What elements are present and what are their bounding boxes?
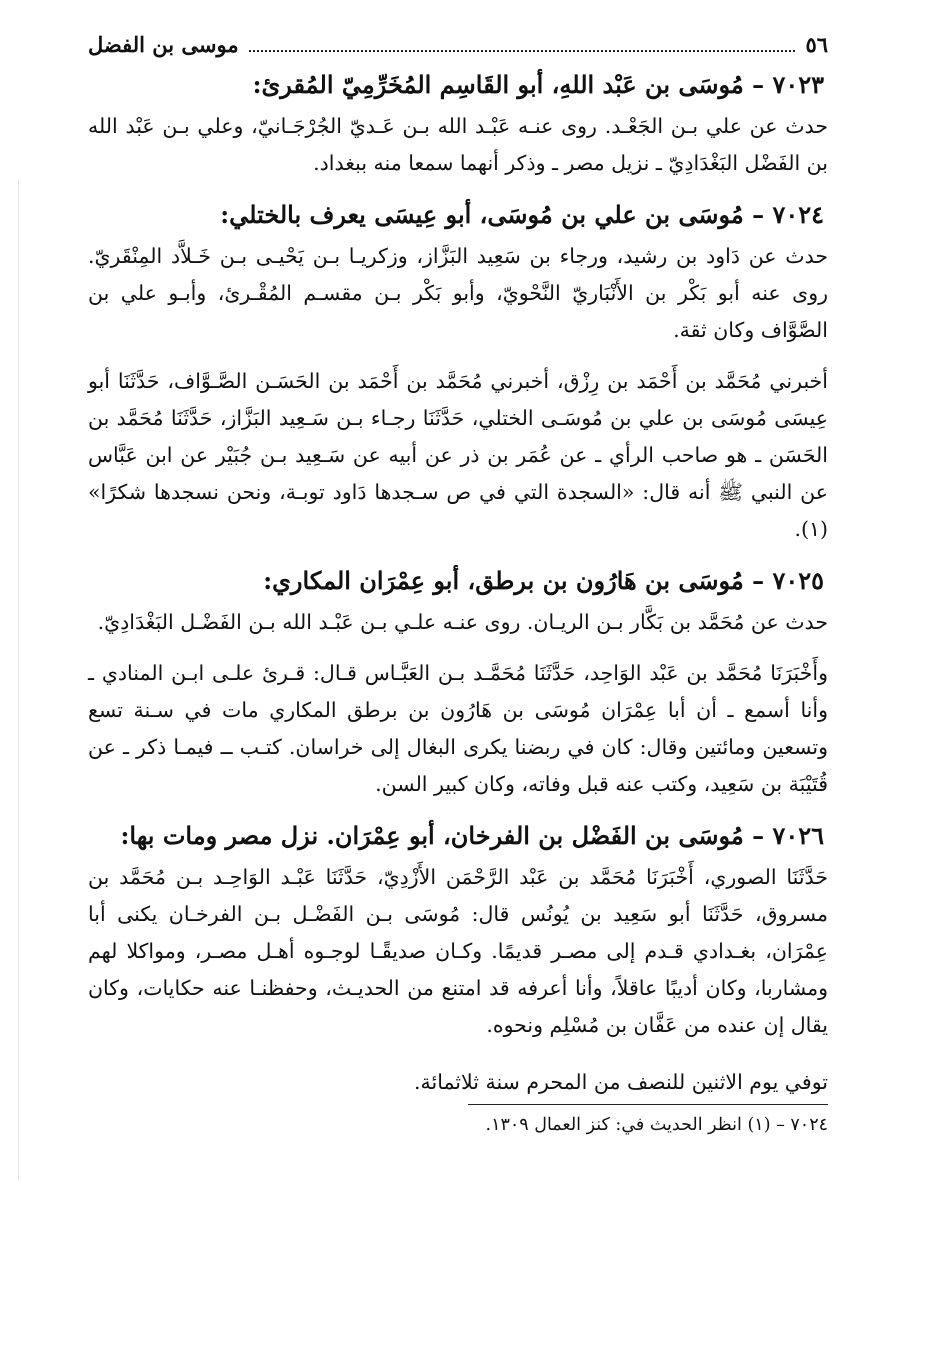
entry-7023-paragraph-1: حدث عن علي بـن الجَعْـد. روى عنـه عَبْـد الله بـن عَـديّ الجُرْجَـانيّ، وعلي بـن عَبْد الله بن الفَضْل البَغْدَادِيّ ـ نزيل مصر ـ وذكر أنهما سمعا منه ببغداد. <box>88 114 828 175</box>
footnote-separator <box>468 1104 828 1105</box>
entry-7025-paragraph-1: حدث عن مُحَمَّد بن بَكَّار بـن الريـان. روى عنـه علـي بـن عَبْـد الله بـن الفَضْـل البَغْدَادِيّ. <box>97 610 828 634</box>
entry-7025-paragraph-2: وأَخْبَرَنَا مُحَمَّد بن عَبْد الوَاحِد، حَدَّثَنَا مُحَمَّـد بـن العَبَّـاس قـال: قـرئ علـى ابـن المنادي ـ وأنا أسمع ـ أن أبا عِمْرَان مُوسَى بن هَارُون بن برطق المكاري مات في سـنة تسع وتسعين ومائتين وقال: كان في ربضنا يكرى البغال إلى خراسان. كتـب ــ فيمـا ذكر ـ عن قُتَيْبَة بن سَعِيد، وكتب عنه قبل وفاته، وكان كبير السن. <box>88 661 828 796</box>
entry-title-7026: ٧٠٢٦ – مُوسَى بن الفَضْل بن الفرخان، أبو عِمْرَان. نزل مصر ومات بها: <box>120 821 824 850</box>
entry-title-7024: ٧٠٢٤ – مُوسَى بن علي بن مُوسَى، أبو عِيسَى يعرف بالختلي: <box>220 200 824 229</box>
running-title: موسى بن الفضل <box>88 32 239 57</box>
header-dotted-leader <box>249 50 796 52</box>
page-gutter-shadow <box>18 180 19 1180</box>
entry-title-7025: ٧٠٢٥ – مُوسَى بن هَارُون بن برطق، أبو عِمْرَان المكاري: <box>263 566 824 595</box>
entry-7026-paragraph-1: حَدَّثَنَا الصوري، أَخْبَرَنَا مُحَمَّد بن عَبْد الرَّحْمَن الأَزْدِيّ، حَدَّثَنَا عَبْـد الوَاحِـد بـن مُحَمَّد بن مسروق، حَدَّثَنَا أبو سَعِيد بن يُونُس قال: مُوسَى بـن الفَضْـل بـن الفرخـان يكنى أبا عِمْرَان، بغـدادي قـدم إلى مصـر قديمًا. وكـان صديقًـا لوجـوه أهـل مصـر، ومواكلا لهم ومشاربا، وكان أديبًا عاقلاً، وأنا أعرفه قد امتنع من الحديـث، وحفظنـا عنه حكايات، وكان يقال إن عنده من عَفَّان بن مُسْلِم ونحوه. <box>88 865 828 1037</box>
entry-title-7023: ٧٠٢٣ – مُوسَى بن عَبْد اللهِ، أبو القَاسِم المُخَرِّمِيّ المُقرئ: <box>252 70 824 99</box>
footnote: ٧٠٢٤ – (١) انظر الحديث في: كنز العمال ١٣٠٩. <box>485 1115 828 1135</box>
entry-7024-paragraph-2: أخبرني مُحَمَّد بن أَحْمَد بن رِزْق، أخبرني مُحَمَّد بن أَحْمَد بن الحَسَـن الصَّـوَّاف، حَدَّثَنَا أبو عِيسَى مُوسَى بن علي بن مُوسَـى الختلي، حَدَّثَنَا رجـاء بـن سَـعِيد البَزَّاز، حَدَّثَنَا مُحَمَّد بن الحَسَن ـ هو صاحب الرأي ـ عن عُمَر بن ذر عن أبيه عن سَـعِيد بـن جُبَيْر عن ابن عَبَّاس عن النبي ﷺ أنه قال: «السجدة التي في ص سـجدها دَاود توبـة، ونحن نسجدها شكرًا» (١). <box>88 369 828 541</box>
book-page <box>88 30 828 1139</box>
page-number: ٥٦ <box>805 32 828 57</box>
running-header <box>88 30 828 60</box>
closing-line: توفي يوم الاثنين للنصف من المحرم سنة ثلاثمائة. <box>414 1070 828 1094</box>
entry-7024-paragraph-1: حدث عن دَاود بن رشيد، ورجاء بن سَعِيد البَزَّاز، وزكريـا بـن يَحْيـى بـن خَـلاَّد المِنْقَريّ. روى عنه أبو بَكْر بن الأَنْبَاريّ النَّحْويّ، وأبو بَكْر بـن مقسـم المُقْـرئ، وأبـو علي بن الصَّوَّاف وكان ثقة. <box>88 244 828 342</box>
